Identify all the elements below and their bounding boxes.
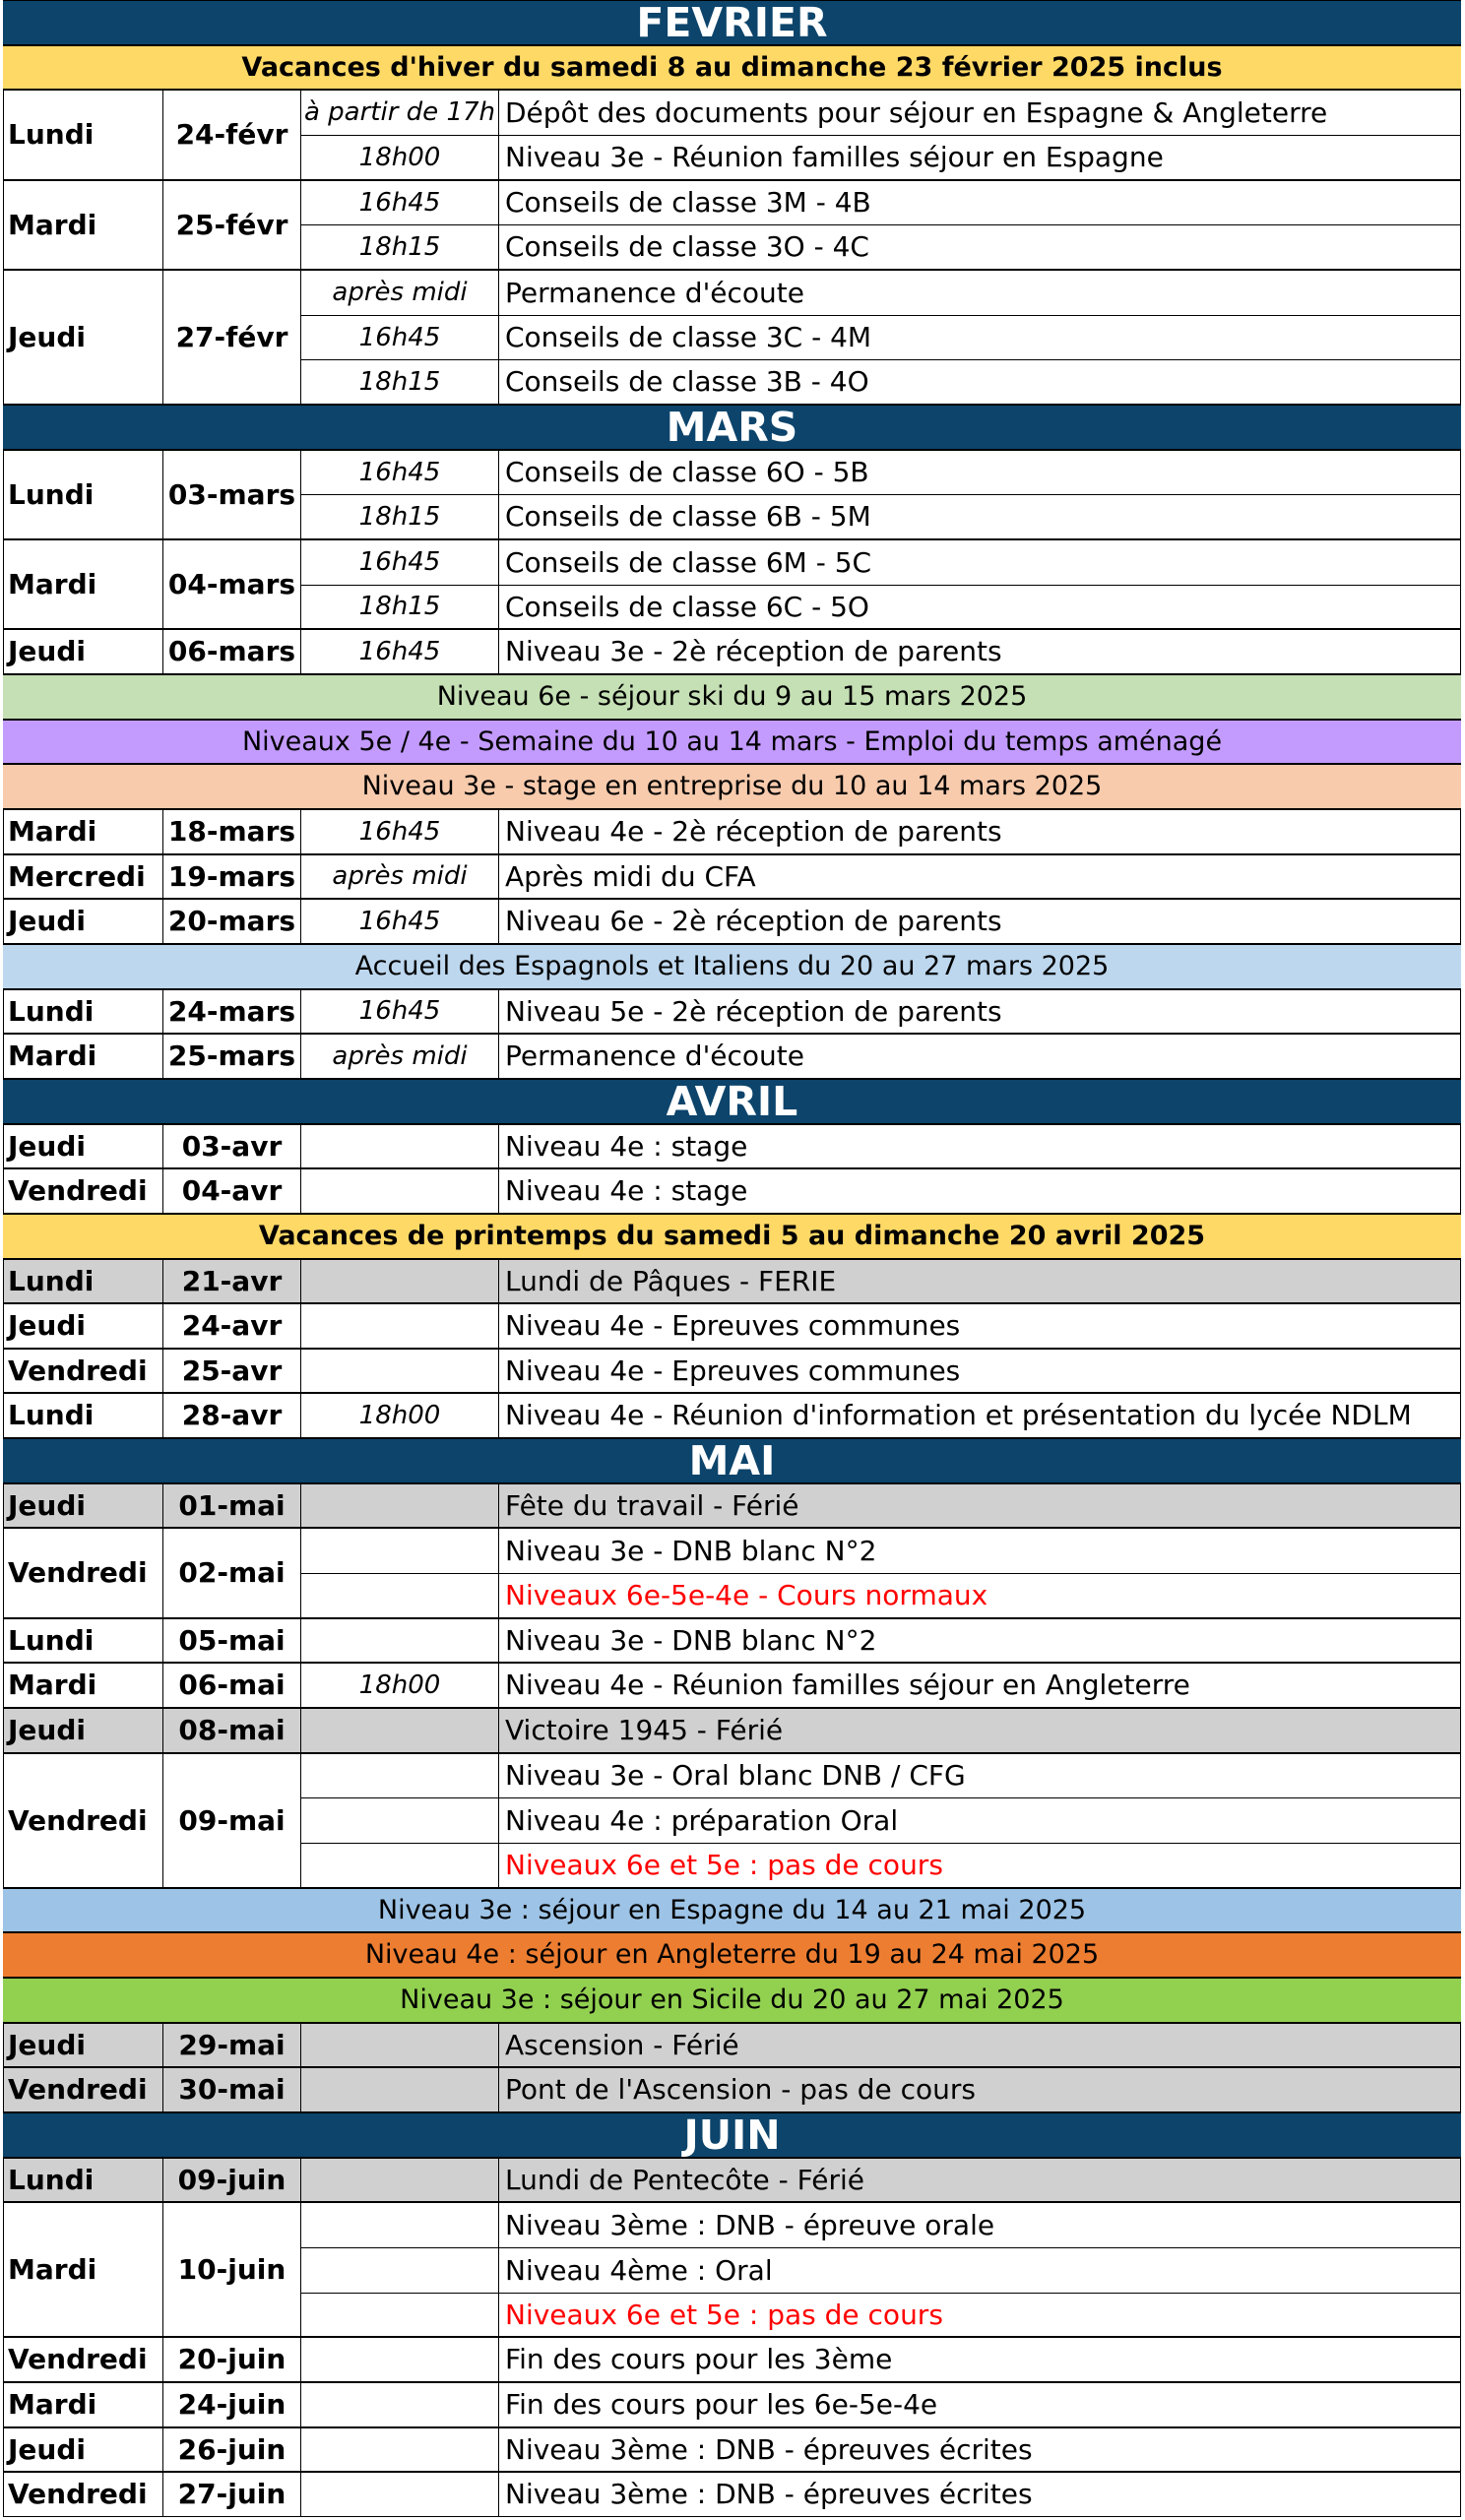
day-name: Jeudi (4, 900, 162, 943)
event-time (301, 2383, 498, 2426)
date: 09-mai (163, 1754, 300, 1887)
date: 10-juin (163, 2203, 300, 2336)
event-time: 16h45 (301, 990, 498, 1033)
day-name: Mardi (4, 1035, 162, 1078)
date: 09-juin (163, 2159, 300, 2201)
event-description: Conseils de classe 6O - 5B (499, 451, 1460, 494)
event-description: Niveau 3e - Réunion familles séjour en Espagne (499, 136, 1460, 179)
event-time (301, 2159, 498, 2201)
date: 01-mai (163, 1484, 300, 1527)
event-time: 16h45 (301, 630, 498, 673)
event-description: Niveau 4e - Epreuves communes (499, 1304, 1460, 1348)
day-name: Lundi (4, 451, 162, 538)
event-time (301, 1844, 498, 1887)
day-name: Jeudi (4, 2428, 162, 2471)
day-group (3, 180, 1461, 270)
date: 24-févr (163, 91, 300, 179)
event-description: Niveau 3e - 2è réception de parents (499, 630, 1460, 673)
day-group (3, 1303, 1461, 1349)
day-group (3, 90, 1461, 180)
date: 25-avr (163, 1350, 300, 1392)
event-time: 18h15 (301, 360, 498, 404)
event-description: Niveau 6e - 2è réception de parents (499, 900, 1460, 943)
date: 27-juin (163, 2473, 300, 2516)
event-time: après midi (301, 855, 498, 898)
day-name: Lundi (4, 1619, 162, 1662)
day-group (3, 1259, 1461, 1303)
event-description: Fin des cours pour les 3ème (499, 2338, 1460, 2381)
day-name: Vendredi (4, 2068, 162, 2111)
day-group (3, 2382, 1461, 2427)
event-time: 18h15 (301, 495, 498, 538)
day-group (3, 1168, 1461, 1214)
date: 20-mars (163, 900, 300, 943)
day-group (3, 2067, 1461, 2112)
day-name: Jeudi (4, 1709, 162, 1752)
day-name: Jeudi (4, 1304, 162, 1348)
day-name: Lundi (4, 1260, 162, 1302)
info-band: Niveau 3e - stage en entreprise du 10 au 14 mars 2025 (3, 765, 1461, 808)
event-time: 16h45 (301, 316, 498, 359)
day-name: Vendredi (4, 1169, 162, 1213)
day-group (3, 809, 1461, 854)
event-time (301, 1169, 498, 1213)
event-description: Fête du travail - Férié (499, 1484, 1460, 1527)
date: 28-avr (163, 1394, 300, 1437)
event-description: Niveau 4e - Réunion familles séjour en Angleterre (499, 1664, 1460, 1707)
day-group (3, 854, 1461, 899)
day-name: Jeudi (4, 271, 162, 404)
event-time (301, 1798, 498, 1843)
event-description: Dépôt des documents pour séjour en Espagne & Angleterre (499, 91, 1460, 135)
event-description: Permanence d'écoute (499, 271, 1460, 315)
month-header: MAI (3, 1439, 1461, 1482)
event-description: Lundi de Pentecôte - Férié (499, 2159, 1460, 2201)
event-description: Niveau 3ème : DNB - épreuves écrites (499, 2428, 1460, 2471)
event-description: Niveau 3ème : DNB - épreuve orale (499, 2203, 1460, 2247)
info-band: Niveau 6e - séjour ski du 9 au 15 mars 2025 (3, 675, 1461, 719)
event-time: 18h00 (301, 1664, 498, 1707)
event-description: Niveau 4e : préparation Oral (499, 1798, 1460, 1843)
event-time: 16h45 (301, 540, 498, 585)
info-band: Accueil des Espagnols et Italiens du 20 au 27 mars 2025 (3, 945, 1461, 988)
day-group (3, 1034, 1461, 1079)
event-time: après midi (301, 1035, 498, 1078)
date: 30-mai (163, 2068, 300, 2111)
event-time: 16h45 (301, 900, 498, 943)
event-time (301, 1484, 498, 1527)
month-header: AVRIL (3, 1080, 1461, 1123)
day-group (3, 1124, 1461, 1168)
day-group (3, 1528, 1461, 1618)
day-group (3, 450, 1461, 539)
event-description: Conseils de classe 3B - 4O (499, 360, 1460, 404)
event-time (301, 1754, 498, 1797)
date: 03-avr (163, 1125, 300, 1167)
event-description: Niveau 3ème : DNB - épreuves écrites (499, 2473, 1460, 2516)
day-name: Mardi (4, 181, 162, 269)
date: 27-févr (163, 271, 300, 404)
date: 26-juin (163, 2428, 300, 2471)
day-name: Vendredi (4, 1754, 162, 1887)
calendar-table (3, 0, 1461, 2517)
day-group (3, 1708, 1461, 1753)
event-time: 16h45 (301, 810, 498, 853)
event-description: Après midi du CFA (499, 855, 1460, 898)
info-band: Niveaux 5e / 4e - Semaine du 10 au 14 mars - Emploi du temps aménagé (3, 721, 1461, 763)
day-group (3, 539, 1461, 629)
day-group (3, 270, 1461, 405)
day-name: Mardi (4, 810, 162, 853)
month-header: MARS (3, 406, 1461, 449)
info-band: Niveau 3e : séjour en Sicile du 20 au 27 mai 2025 (3, 1979, 1461, 2022)
date: 18-mars (163, 810, 300, 853)
date: 24-juin (163, 2383, 300, 2426)
day-name: Lundi (4, 990, 162, 1033)
day-group (3, 899, 1461, 944)
day-group (3, 2202, 1461, 2337)
day-group (3, 2427, 1461, 2472)
day-name: Lundi (4, 2159, 162, 2201)
event-time (301, 1304, 498, 1348)
day-group (3, 2023, 1461, 2067)
event-description: Niveau 4e - 2è réception de parents (499, 810, 1460, 853)
day-group (3, 2472, 1461, 2517)
event-time (301, 1125, 498, 1167)
date: 25-mars (163, 1035, 300, 1078)
event-time (301, 2338, 498, 2381)
day-group (3, 989, 1461, 1034)
event-description: Niveaux 6e et 5e : pas de cours (499, 2294, 1460, 2336)
month-header: JUIN (3, 2113, 1461, 2157)
event-time (301, 2203, 498, 2247)
date: 04-mars (163, 540, 300, 628)
event-description: Conseils de classe 6B - 5M (499, 495, 1460, 538)
day-name: Vendredi (4, 1529, 162, 1617)
event-description: Victoire 1945 - Férié (499, 1709, 1460, 1752)
event-time (301, 2248, 498, 2293)
date: 04-avr (163, 1169, 300, 1213)
date: 05-mai (163, 1619, 300, 1662)
day-group (3, 2158, 1461, 2202)
event-description: Pont de l'Ascension - pas de cours (499, 2068, 1460, 2111)
date: 25-févr (163, 181, 300, 269)
event-time (301, 2068, 498, 2111)
event-time: 16h45 (301, 451, 498, 494)
event-description: Niveau 3e - DNB blanc N°2 (499, 1619, 1460, 1662)
date: 24-mars (163, 990, 300, 1033)
day-name: Mercredi (4, 855, 162, 898)
day-group (3, 1483, 1461, 1528)
info-band: Vacances d'hiver du samedi 8 au dimanche 23 février 2025 inclus (3, 46, 1461, 89)
day-name: Mardi (4, 1664, 162, 1707)
date: 29-mai (163, 2024, 300, 2066)
event-time (301, 1619, 498, 1662)
day-name: Mardi (4, 2203, 162, 2336)
event-description: Niveau 4e - Réunion d'information et présentation du lycée NDLM (499, 1394, 1460, 1437)
event-description: Fin des cours pour les 6e-5e-4e (499, 2383, 1460, 2426)
day-group (3, 1663, 1461, 1708)
event-time (301, 1709, 498, 1752)
event-time (301, 1350, 498, 1392)
event-time (301, 1529, 498, 1573)
date: 20-juin (163, 2338, 300, 2381)
day-group (3, 1753, 1461, 1888)
event-description: Lundi de Pâques - FERIE (499, 1260, 1460, 1302)
day-name: Mardi (4, 2383, 162, 2426)
event-description: Niveau 4e : stage (499, 1169, 1460, 1213)
event-description: Niveau 5e - 2è réception de parents (499, 990, 1460, 1033)
event-time (301, 1260, 498, 1302)
event-description: Conseils de classe 3M - 4B (499, 181, 1460, 224)
event-description: Conseils de classe 6M - 5C (499, 540, 1460, 585)
date: 03-mars (163, 451, 300, 538)
date: 24-avr (163, 1304, 300, 1348)
event-time: après midi (301, 271, 498, 315)
day-name: Jeudi (4, 2024, 162, 2066)
day-group (3, 1349, 1461, 1393)
event-description: Ascension - Férié (499, 2024, 1460, 2066)
info-band: Niveau 4e : séjour en Angleterre du 19 au 24 mai 2025 (3, 1933, 1461, 1977)
day-name: Jeudi (4, 630, 162, 673)
info-band: Vacances de printemps du samedi 5 au dimanche 20 avril 2025 (3, 1215, 1461, 1258)
event-time: 18h15 (301, 586, 498, 628)
event-time (301, 2428, 498, 2471)
date: 06-mai (163, 1664, 300, 1707)
event-description: Niveau 4ème : Oral (499, 2248, 1460, 2293)
event-description: Niveau 4e - Epreuves communes (499, 1350, 1460, 1392)
event-time: 18h15 (301, 225, 498, 269)
day-group (3, 1393, 1461, 1438)
event-time (301, 2294, 498, 2336)
day-name: Mardi (4, 540, 162, 628)
event-time: 18h00 (301, 136, 498, 179)
month-header: FEVRIER (3, 1, 1461, 44)
date: 21-avr (163, 1260, 300, 1302)
event-description: Conseils de classe 3O - 4C (499, 225, 1460, 269)
day-name: Lundi (4, 1394, 162, 1437)
event-description: Conseils de classe 3C - 4M (499, 316, 1460, 359)
day-name: Lundi (4, 91, 162, 179)
date: 02-mai (163, 1529, 300, 1617)
event-time (301, 2024, 498, 2066)
event-time (301, 1574, 498, 1617)
day-name: Jeudi (4, 1125, 162, 1167)
event-description: Niveau 3e - DNB blanc N°2 (499, 1529, 1460, 1573)
event-time: à partir de 17h (301, 91, 498, 135)
day-group (3, 629, 1461, 674)
date: 06-mars (163, 630, 300, 673)
day-name: Jeudi (4, 1484, 162, 1527)
day-group (3, 2337, 1461, 2382)
day-name: Vendredi (4, 1350, 162, 1392)
event-time: 18h00 (301, 1394, 498, 1437)
day-group (3, 1618, 1461, 1663)
event-description: Niveaux 6e et 5e : pas de cours (499, 1844, 1460, 1887)
day-name: Vendredi (4, 2473, 162, 2516)
date: 19-mars (163, 855, 300, 898)
event-time (301, 2473, 498, 2516)
event-description: Niveaux 6e-5e-4e - Cours normaux (499, 1574, 1460, 1617)
date: 08-mai (163, 1709, 300, 1752)
event-description: Conseils de classe 6C - 5O (499, 586, 1460, 628)
event-description: Niveau 4e : stage (499, 1125, 1460, 1167)
day-name: Vendredi (4, 2338, 162, 2381)
event-description: Permanence d'écoute (499, 1035, 1460, 1078)
event-description: Niveau 3e - Oral blanc DNB / CFG (499, 1754, 1460, 1797)
info-band: Niveau 3e : séjour en Espagne du 14 au 21 mai 2025 (3, 1889, 1461, 1931)
event-time: 16h45 (301, 181, 498, 224)
